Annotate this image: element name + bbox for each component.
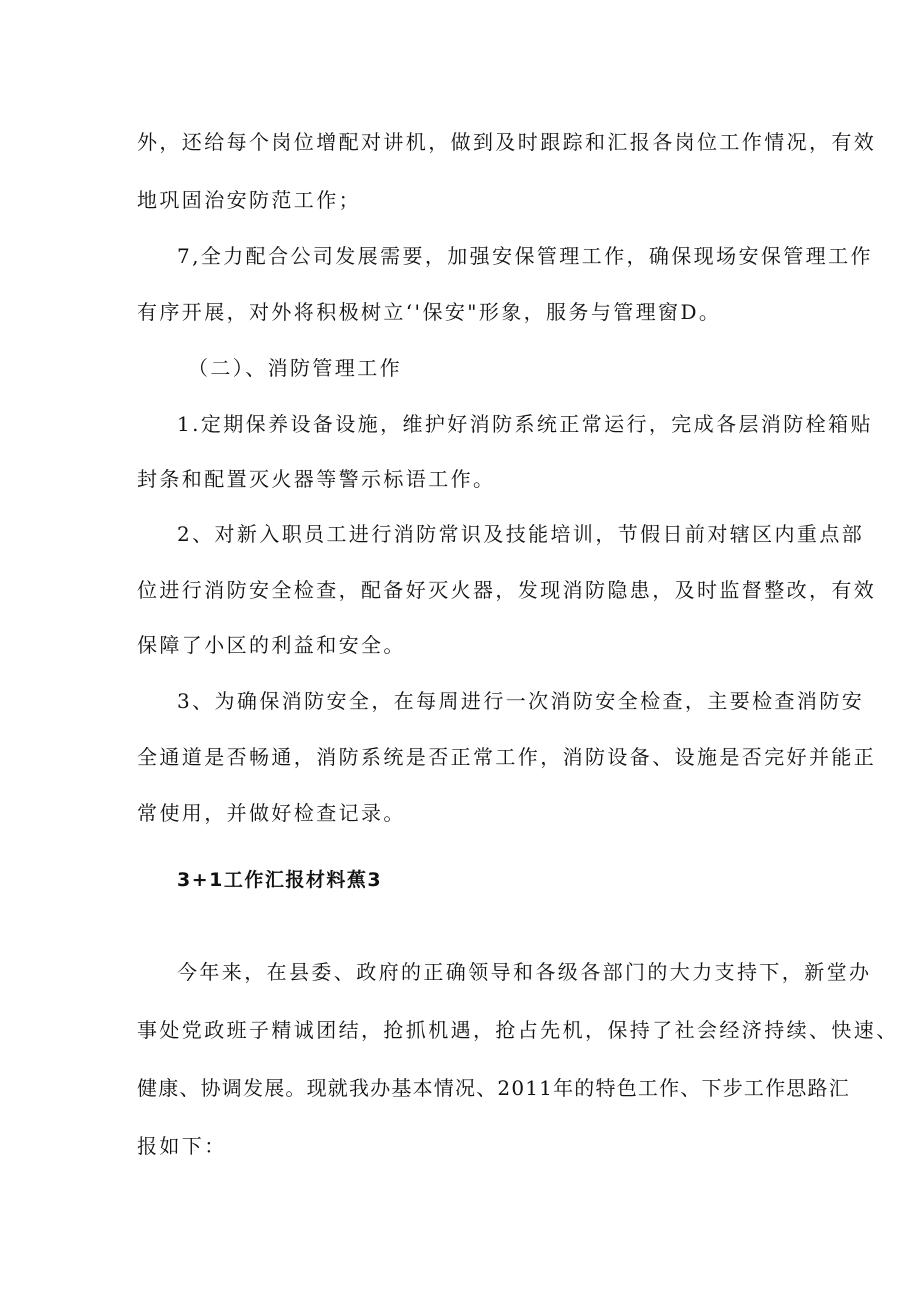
paragraph-2-line-2: 有序开展，对外将积极树立‘'保安"形象，服务与管理窗D。 xyxy=(137,300,722,324)
paragraph-5-line-1: 3、为确保消防安全，在每周进行一次消防安全检查，主要检查消防安 xyxy=(177,689,865,713)
paragraph-5-line-3: 常使用，并做好检查记录。 xyxy=(137,801,406,825)
paragraph-6-line-1: 今年来，在县委、政府的正确领导和各级各部门的大力支持下，新堂办 xyxy=(177,960,872,984)
document-title: 3+1工作汇报材料蕉3 xyxy=(177,869,383,891)
section-heading: （二）、消防管理工作 xyxy=(188,356,402,380)
paragraph-4-line-2: 位进行消防安全检查，配备好灭火器，发现消防隐患，及时监督整改，有效 xyxy=(137,578,877,602)
paragraph-2-line-1: 7,全力配合公司发展需要，加强安保管理工作，确保现场安保管理工作 xyxy=(177,244,873,268)
paragraph-4-line-1: 2、对新入职员工进行消防常识及技能培训，节假日前对辖区内重点部 xyxy=(177,522,865,546)
paragraph-6-line-3: 健康、协调发展。现就我办基本情况、2011年的特色工作、下步工作思路汇 xyxy=(137,1076,850,1100)
paragraph-1-line-1: 外，还给每个岗位增配对讲机，做到及时跟踪和汇报各岗位工作情况，有效 xyxy=(137,130,877,154)
paragraph-4-line-3: 保障了小区的利益和安全。 xyxy=(137,633,406,657)
paragraph-5-line-2: 全通道是否畅通，消防系统是否正常工作，消防设备、设施是否完好并能正 xyxy=(137,745,877,769)
paragraph-6-line-2: 事处党政班子精诚团结，抢抓机遇，抢占先机，保持了社会经济持续、快速、 xyxy=(137,1018,899,1042)
paragraph-3-line-1: 1.定期保养设备设施，维护好消防系统正常运行，完成各层消防栓箱贴 xyxy=(177,412,873,436)
paragraph-1-line-2: 地巩固治安防范工作； xyxy=(137,188,361,212)
paragraph-3-line-2: 封条和配置灭火器等警示标语工作。 xyxy=(137,467,496,491)
paragraph-6-line-4: 报如下： xyxy=(137,1134,227,1158)
